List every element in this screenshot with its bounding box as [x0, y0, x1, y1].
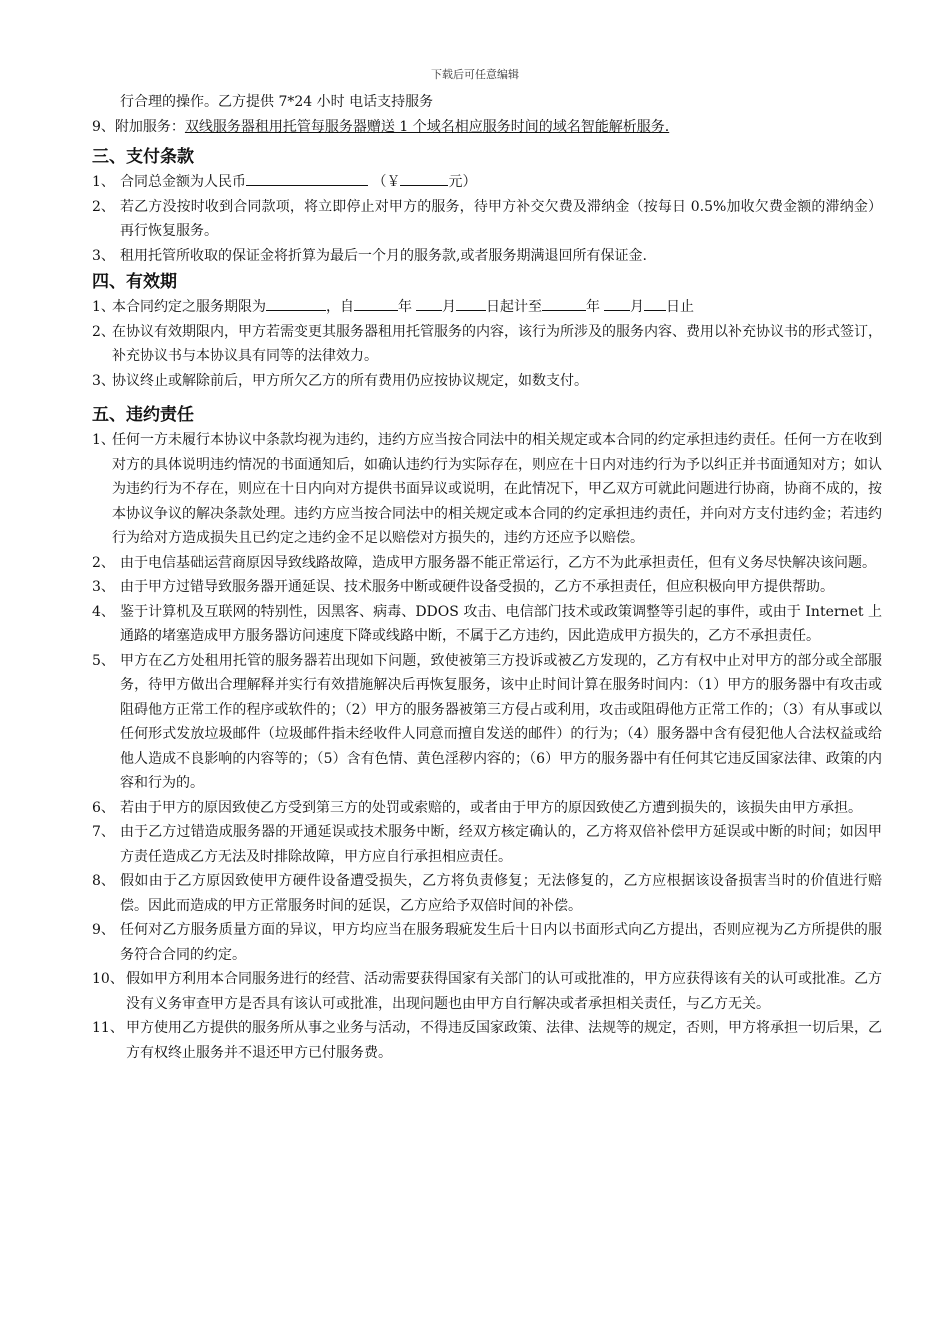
item-number: 6、: [92, 799, 115, 816]
list-item: [92, 575, 882, 600]
item-text: 月: [630, 299, 644, 315]
item-number: 1、: [92, 432, 115, 448]
list-item: [92, 796, 882, 821]
list-item: [92, 918, 882, 967]
item-number: 3、: [92, 372, 115, 389]
item-number: 10、: [92, 971, 124, 987]
list-item: [92, 649, 882, 796]
item-text: ，自: [326, 299, 354, 315]
item-number: 3、: [92, 579, 115, 595]
list-item: [92, 295, 882, 320]
list-item: [92, 170, 882, 195]
list-item: [92, 320, 882, 369]
item-text: 年: [586, 299, 600, 315]
end-day-blank: [644, 296, 666, 311]
continued-line: 行合理的操作。乙方提供 7*24 小时 电话支持服务: [120, 94, 434, 110]
item-text: 在协议有效期限内，甲方若需变更其服务器租用托管服务的内容，该行为所涉及的服务内容、费用以补充协议书的形式签订，补充协议书与本协议具有同等的法律效力。: [112, 323, 882, 364]
item-number: 9、: [92, 118, 115, 135]
item-number: 2、: [92, 554, 115, 571]
item-text: 由于乙方过错造成服务器的开通延误或技术服务中断，经双方核定确认的，乙方将双倍补偿甲方延误或中断的时间；如因甲方责任造成乙方无法及时排除故障，甲方应自行承担相应责任。: [120, 824, 882, 865]
list-item: [92, 428, 882, 551]
item-number: 2、: [92, 198, 115, 215]
list-item: [92, 244, 882, 269]
list-item: [92, 369, 882, 394]
list-item: [92, 869, 882, 918]
item-text: 任何一方未履行本协议中条款均视为违约，违约方应当按合同法中的相关规定或本合同的约定承担违约责任。任何一方在收到对方的具体说明违约情况的书面通知后，如确认违约行为实际存在，则应在十日内对违约行为予以纠正并书面通知对方；如认为违约行为不存在，则应在十日内向对方提供书面异议或说明，在此情况下，甲乙双方可就此问题进行协商，协商不成的，按本协议争议的解决条款处理。违约方应当按合同法中的相关规定或本合同的约定承担违约责任，并向对方支付违约金；若违约行为给对方造成损失且已约定之违约金不足以赔偿对方损失的，违约方还应予以赔偿。: [112, 432, 882, 546]
end-year-blank: [542, 296, 586, 311]
item-text: 年: [398, 299, 412, 315]
item-number: 7、: [92, 824, 115, 840]
item-text: 元）: [448, 174, 477, 190]
list-item: [92, 1016, 882, 1065]
item-number: 5、: [92, 652, 115, 669]
item-number: 3、: [92, 247, 115, 264]
item-text: 日止: [666, 299, 694, 315]
item-text: 甲方在乙方处租用托管的服务器若出现如下问题，致使被第三方投诉或被乙方发现的，乙方有权中止对甲方的部分或全部服务，待甲方做出合理解释并实行有效措施解决后再恢复服务，该中止时间计算在服务时间内：（1）甲方的服务器中有攻击或阻碍他方正常工作的程序或软件的；（2）甲方的服务器被第三方侵占或利用，攻击或阻碍他方正常工作的；（3）有从事或以任何形式发放垃圾邮件（垃圾邮件指未经收件人同意而擅自发送的邮件）的行为；（4）服务器中含有侵犯他人合法权益或给他人造成不良影响的内容等的；（5）含有色情、黄色淫秽内容的；（6）甲方的服务器中有任何其它违反国家法律、政策的内容和行为的。: [120, 652, 882, 791]
page-header: 下载后可任意编辑: [431, 68, 519, 81]
item-text: 日起计至: [486, 299, 542, 315]
item-text: 双线服务器租用托管每服务器赠送 1 个域名相应服务时间的域名智能解析服务.: [184, 118, 670, 135]
item-text: 合同总金额为人民币: [120, 174, 246, 190]
item-number: 2、: [92, 323, 115, 340]
item-text: （￥: [372, 174, 401, 190]
item-label: 附加服务：: [114, 118, 185, 135]
item-text: 假如甲方利用本合同服务进行的经营、活动需要获得国家有关部门的认可或批准的，甲方应获得该有关的认可或批准。乙方没有义务审查甲方是否具有该认可或批准，出现问题也由甲方自行解决或者承担相关责任，与乙方无关。: [126, 971, 882, 1012]
section-title-validity: 四、有效期: [92, 272, 177, 292]
item-number: 9、: [92, 922, 115, 938]
item-number: 11、: [92, 1020, 124, 1036]
start-month-blank: [416, 296, 442, 311]
item-text: 本合同约定之服务期限为: [112, 299, 266, 315]
item-text: 租用托管所收取的保证金将折算为最后一个月的服务款,或者服务期满退回所有保证金.: [120, 247, 647, 264]
list-item: [92, 600, 882, 649]
end-month-blank: [604, 296, 630, 311]
item-text: 甲方使用乙方提供的服务所从事之业务与活动，不得违反国家政策、法律、法规等的规定，否则，甲方将承担一切后果，乙方有权终止服务并不退还甲方已付服务费。: [126, 1020, 882, 1061]
list-item: [92, 967, 882, 1016]
section-title-payment: 三、支付条款: [92, 147, 194, 167]
item-text: 协议终止或解除前后，甲方所欠乙方的所有费用仍应按协议规定，如数支付。: [112, 372, 588, 389]
item-number: 4、: [92, 603, 115, 620]
start-year-blank: [354, 296, 398, 311]
item-text: 月: [442, 299, 456, 315]
list-item: [92, 551, 882, 576]
section-title-liability: 五、违约责任: [92, 405, 194, 425]
item-number: 1、: [92, 299, 115, 315]
amount-blank: [246, 171, 368, 186]
list-item: [92, 820, 882, 869]
amount-number-blank: [400, 171, 448, 186]
item-number: 8、: [92, 873, 115, 889]
period-blank: [266, 296, 326, 311]
document-body: [92, 90, 882, 1065]
start-day-blank: [456, 296, 486, 311]
item-text: 若由于甲方的原因致使乙方受到第三方的处罚或索赔的，或者由于甲方的原因致使乙方遭到损失的，该损失由甲方承担。: [120, 799, 862, 816]
item-number: 1、: [92, 174, 115, 190]
item-text: 鉴于计算机及互联网的特别性，因黑客、病毒、DDOS 攻击、电信部门技术或政策调整等引起的事件，或由于 Internet 上通路的堵塞造成甲方服务器访问速度下降或线路中断，不属于乙方违约，因此造成甲方损失的，乙方不承担责任。: [120, 603, 882, 644]
list-item: [92, 195, 882, 244]
item-text: 若乙方没按时收到合同款项，将立即停止对甲方的服务，待甲方补交欠费及滞纳金（按每日 0.5%加收欠费金额的滞纳金）再行恢复服务。: [120, 198, 882, 239]
additional-service-item: [92, 115, 882, 140]
item-text: 假如由于乙方原因致使甲方硬件设备遭受损失，乙方将负责修复；无法修复的，乙方应根据该设备损害当时的价值进行赔偿。因此而造成的甲方正常服务时间的延误，乙方应给予双倍时间的补偿。: [120, 873, 882, 914]
item-text: 由于电信基础运营商原因导致线路故障，造成甲方服务器不能正常运行，乙方不为此承担责任，但有义务尽快解决该问题。: [120, 554, 876, 571]
item-text: 任何对乙方服务质量方面的异议，甲方均应当在服务瑕疵发生后十日内以书面形式向乙方提出，否则应视为乙方所提供的服务符合合同的约定。: [120, 922, 882, 963]
item-text: 由于甲方过错导致服务器开通延误、技术服务中断或硬件设备受损的，乙方不承担责任，但应积极向甲方提供帮助。: [120, 579, 834, 595]
